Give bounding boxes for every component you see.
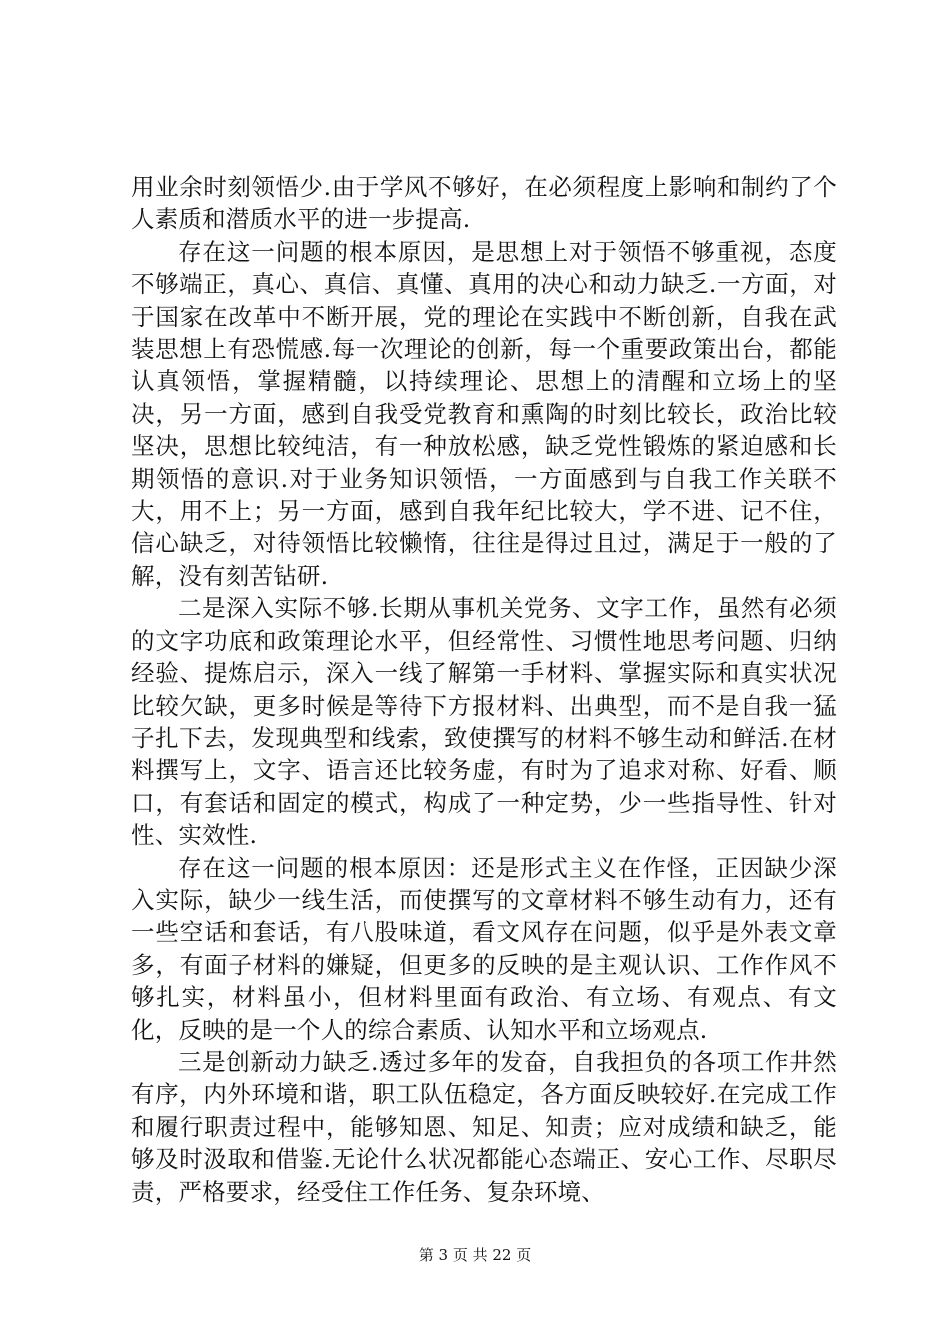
paragraph-4: 存在这一问题的根本原因：还是形式主义在作怪，正因缺少深入实际，缺少一线生活，而使撰写的文章材料不够生动有力，还有一些空话和套话，有八股味道，看文风存在问题，似乎是外表文章多，有面子材料的嫌疑，但更多的反映的是主观认识、工作作风不够扎实，材料虽小，但材料里面有政治、有立场、有观点、有文化，反映的是一个人的综合素质、认知水平和立场观点.: [131, 853, 837, 1044]
paragraph-3: 二是深入实际不够.长期从事机关党务、文字工作，虽然有必须的文字功底和政策理论水平，但经常性、习惯性地思考问题、归纳经验、提炼启示，深入一线了解第一手材料、掌握实际和真实状况比较欠缺，更多时候是等待下方报材料、出典型，而不是自我一猛子扎下去，发现典型和线索，致使撰写的材料不够生动和鲜活.在材料撰写上，文字、语言还比较务虚，有时为了追求对称、好看、顺口，有套话和固定的模式，构成了一种定势，少一些指导性、针对性、实效性.: [131, 594, 837, 850]
paragraph-2: 存在这一问题的根本原因，是思想上对于领悟不够重视，态度不够端正，真心、真信、真懂、真用的决心和动力缺乏.一方面，对于国家在改革中不断开展，党的理论在实践中不断创新，自我在武装思想上有恐慌感.每一次理论的创新，每一个重要政策出台，都能认真领悟，掌握精髓，以持续理论、思想上的清醒和立场上的坚决，另一方面，感到自我受党教育和熏陶的时刻比较长，政治比较坚决，思想比较纯洁，有一种放松感，缺乏党性锻炼的紧迫感和长期领悟的意识.对于业务知识领悟，一方面感到与自我工作关联不大，用不上；另一方面，感到自我年纪比较大，学不进、记不住，信心缺乏，对待领悟比较懒惰，往往是得过且过，满足于一般的了解，没有刻苦钻研.: [131, 237, 837, 590]
paragraph-5: 三是创新动力缺乏.透过多年的发奋，自我担负的各项工作井然有序，内外环境和谐，职工队伍稳定，各方面反映较好.在完成工作和履行职责过程中，能够知恩、知足、知责；应对成绩和缺乏，能够及时汲取和借鉴.无论什么状况都能心态端正、安心工作、尽职尽责，严格要求，经受住工作任务、复杂环境、: [131, 1047, 837, 1206]
document-body: [131, 171, 837, 1208]
paragraph-1: 用业余时刻领悟少.由于学风不够好，在必须程度上影响和制约了个人素质和潜质水平的进一步提高.: [131, 173, 837, 234]
page-number-footer: 第 3 页 共 22 页: [418, 1246, 532, 1264]
